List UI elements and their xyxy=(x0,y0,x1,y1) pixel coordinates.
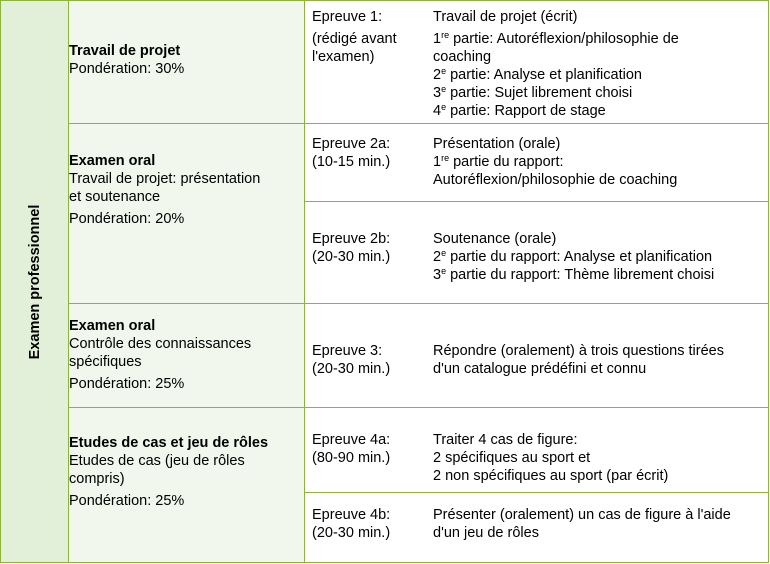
epreuve-label-line: Epreuve 2a: xyxy=(312,136,391,152)
epreuve-cell-4b xyxy=(305,493,769,563)
epreuve-part: 1re partie du rapport: xyxy=(433,153,564,170)
epreuve-label-line: (80-90 min.) xyxy=(312,450,391,466)
epreuve-part: 2e partie du rapport: Analyse et planification xyxy=(433,248,713,265)
epreuve-label-line: Epreuve 4a: xyxy=(312,432,391,448)
epreuve-title: Travail de projet (écrit) xyxy=(433,9,578,25)
epreuve-label-line: Epreuve 2b: xyxy=(312,231,391,247)
epreuve-label xyxy=(312,342,422,378)
row-title: Examen oral xyxy=(69,318,156,334)
epreuve-title: Présenter (oralement) un cas de figure à l'aide xyxy=(433,507,731,523)
epreuve-label-line: Epreuve 3: xyxy=(312,343,383,359)
epreuve-part: 4e partie: Rapport de stage xyxy=(433,102,606,119)
epreuve-label-line: Epreuve 4b: xyxy=(312,507,391,523)
epreuve-label xyxy=(312,230,422,266)
epreuve-part: 2 spécifiques au sport et xyxy=(433,450,591,466)
mid-cell-examen-oral-1 xyxy=(69,124,305,304)
epreuve-cell-2a xyxy=(305,124,769,202)
epreuve-label-line: (rédigé avant xyxy=(312,31,397,47)
row-weight: Pondération: 30% xyxy=(69,61,185,77)
row-desc-line: spécifiques xyxy=(69,354,142,370)
row-title: Examen oral xyxy=(69,153,156,169)
epreuve-cell-1 xyxy=(305,1,769,124)
row-weight: Pondération: 25% xyxy=(69,376,185,392)
epreuve-label-line: l'examen) xyxy=(312,49,375,65)
row-desc-line: compris) xyxy=(69,471,125,487)
epreuve-cell-3 xyxy=(305,304,769,408)
epreuve-description xyxy=(433,342,763,378)
epreuve-title: Traiter 4 cas de figure: xyxy=(433,432,578,448)
table-row xyxy=(1,124,769,202)
row-weight: Pondération: 25% xyxy=(69,493,185,509)
epreuve-description xyxy=(433,230,763,284)
epreuve-part: d'un jeu de rôles xyxy=(433,525,539,541)
row-desc-line: Travail de projet: présentation xyxy=(69,171,261,187)
epreuve-title: Soutenance (orale) xyxy=(433,231,557,247)
epreuve-part: 3e partie: Sujet librement choisi xyxy=(433,84,633,101)
epreuve-part: d'un catalogue prédéfini et connu xyxy=(433,361,647,377)
epreuve-cell-2b xyxy=(305,202,769,304)
epreuve-label xyxy=(312,135,422,171)
epreuve-label xyxy=(312,506,422,542)
epreuve-description xyxy=(433,506,763,542)
epreuve-label-line: Epreuve 1: xyxy=(312,9,383,25)
epreuve-part: 1re partie: Autoréflexion/philosophie de xyxy=(433,30,679,47)
epreuve-part: 2 non spécifiques au sport (par écrit) xyxy=(433,468,669,484)
epreuve-title: Présentation (orale) xyxy=(433,136,561,152)
epreuve-title: Répondre (oralement) à trois questions tirées xyxy=(433,343,724,359)
row-desc-line: Etudes de cas (jeu de rôles xyxy=(69,453,245,469)
epreuve-label xyxy=(312,8,422,66)
epreuve-label-line: (20-30 min.) xyxy=(312,361,391,377)
table-row xyxy=(1,304,769,408)
row-weight: Pondération: 20% xyxy=(69,211,185,227)
table-row xyxy=(1,1,769,124)
row-desc-line: et soutenance xyxy=(69,189,161,205)
mid-cell-examen-oral-2 xyxy=(69,304,305,408)
epreuve-description xyxy=(433,431,763,485)
epreuve-description xyxy=(433,8,763,120)
epreuve-part: Autoréflexion/philosophie de coaching xyxy=(433,172,678,188)
mid-cell-etudes-de-cas xyxy=(69,408,305,563)
side-header-cell xyxy=(1,1,69,563)
row-title: Travail de projet xyxy=(69,43,181,59)
row-desc-line: Contrôle des connaissances xyxy=(69,336,252,352)
row-title: Etudes de cas et jeu de rôles xyxy=(69,435,269,451)
epreuve-label xyxy=(312,431,422,467)
side-label: Examen professionnel xyxy=(26,204,43,359)
epreuve-part: coaching xyxy=(433,49,492,65)
epreuve-part: 3e partie du rapport: Thème librement choisi xyxy=(433,266,715,283)
table-row xyxy=(1,408,769,493)
epreuve-label-line: (20-30 min.) xyxy=(312,525,391,541)
epreuve-label-line: (10-15 min.) xyxy=(312,154,391,170)
epreuve-part: 2e partie: Analyse et planification xyxy=(433,66,642,83)
epreuve-cell-4a xyxy=(305,408,769,493)
epreuve-label-line: (20-30 min.) xyxy=(312,249,391,265)
mid-cell-travail-projet xyxy=(69,1,305,124)
epreuve-description xyxy=(433,135,763,189)
